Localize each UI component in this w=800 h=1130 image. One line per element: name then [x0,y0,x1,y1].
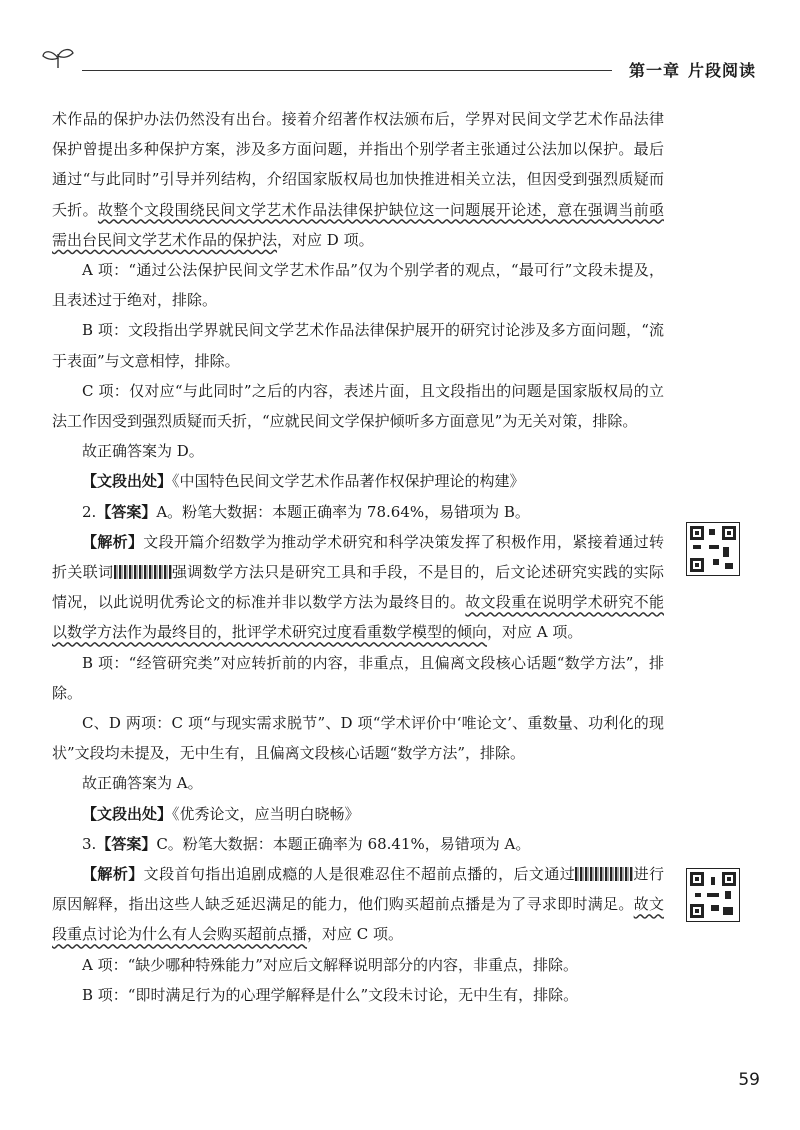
paragraph: 术作品的保护办法仍然没有出台。接着介绍著作权法颁布后，学界对民间文学艺术作品法律保护曾提出多种保护方案，涉及多方面问题，并指出个别学者主张通过公法加以保护。最后通过“与此同时”引导并列结构，介绍国家版权局也加快推进相关立法，但因受到强烈质疑而夭折。故整个文段围绕民间文学艺术作品法律保护缺位这一问题展开论述，意在强调当前亟需出台民间文学艺术作品的保护法，对应 D 项。 [52,110,664,249]
header-rule [82,70,612,71]
key-point-underline: 故整个文段围绕民间文学艺术作品法律保护缺位这一问题展开论述，意在强调当前亟需出台民间文学艺术作品的保护法 [52,200,664,249]
source-line: 【文段出处】《中国特色民间文学艺术作品著作权保护理论的构建》 [82,472,525,491]
analysis-paragraph: 【解析】文段首句指出追剧成瘾的人是很难忍住不超前点播的，后文通过 进行原因解释，指出这些人缺乏延迟满足的能力，他们购买超前点播是为了寻求即时满足。故文段重点讨论为什么有人会购买超前点播，对应 C 项。 [52,865,664,944]
page-body [52,104,664,1010]
sprout-icon [40,46,76,70]
answer-line: 2.【答案】A。粉笔大数据：本题正确率为 78.64%，易错项为 B。 [82,502,530,521]
page-number: 59 [738,1070,760,1090]
option-analysis: A 项：“缺少哪种特殊能力”对应后文解释说明部分的内容，非重点，排除。 [82,955,578,974]
inline-code-image [575,867,633,881]
answer-statement: 故正确答案为 D。 [82,442,204,461]
page-header [40,40,760,80]
option-analysis: B 项：“即时满足行为的心理学解释是什么”文段未讨论，无中生有，排除。 [82,985,579,1004]
option-analysis: B 项：“经管研究类”对应转折前的内容，非重点，且偏离文段核心话题“数学方法”，排除。 [52,653,664,702]
answer-line: 3.【答案】C。粉笔大数据：本题正确率为 68.41%，易错项为 A。 [82,834,531,853]
option-analysis: C、D 两项：C 项“与现实需求脱节”、D 项“学术评价中‘唯论文’、重数量、功利化的现状”文段均未提及，无中生有，且偏离文段核心话题“数学方法”，排除。 [52,714,664,763]
chapter-title [621,58,756,81]
chapter-number: 第一章 [628,61,680,80]
answer-statement: 故正确答案为 A。 [82,774,203,793]
option-analysis: C 项：仅对应“与此同时”之后的内容，表述片面，且文段指出的问题是国家版权局的立法工作因受到强烈质疑而夭折，“应就民间文学保护倾听多方面意见”为无关对策，排除。 [52,381,664,431]
qr-code-icon[interactable] [686,868,740,922]
key-point-underline: 故文段重在说明学术研究不能以数学方法作为最终目的，批评学术研究过度看重数学模型的倾向 [52,593,664,642]
option-analysis: A 项：“通过公法保护民间文学艺术作品”仅为个别学者的观点，“最可行”文段未提及，且表述过于绝对，排除。 [52,261,664,310]
key-point-underline: 故文段重点讨论为什么有人会购买超前点播 [52,895,664,944]
source-line: 【文段出处】《优秀论文，应当明白晓畅》 [82,804,360,823]
qr-code-icon[interactable] [686,522,740,576]
option-analysis: B 项：文段指出学界就民间文学艺术作品法律保护展开的研究讨论涉及多方面问题，“流于表面”与文意相悖，排除。 [52,321,664,370]
section-name: 片段阅读 [687,61,756,80]
inline-code-image [114,565,172,579]
analysis-paragraph: 【解析】文段开篇介绍数学为推动学术研究和科学决策发挥了积极作用，紧接着通过转折关联词 强调数学方法只是研究工具和手段，不是目的，后文论述研究实践的实际情况，以此说明优秀论文的标准并非以数学方法为最终目的。故文段重在说明学术研究不能以数学方法作为最终目的，批评学术研究过度看重数学模型的倾向，对应 A 项。 [52,532,664,642]
